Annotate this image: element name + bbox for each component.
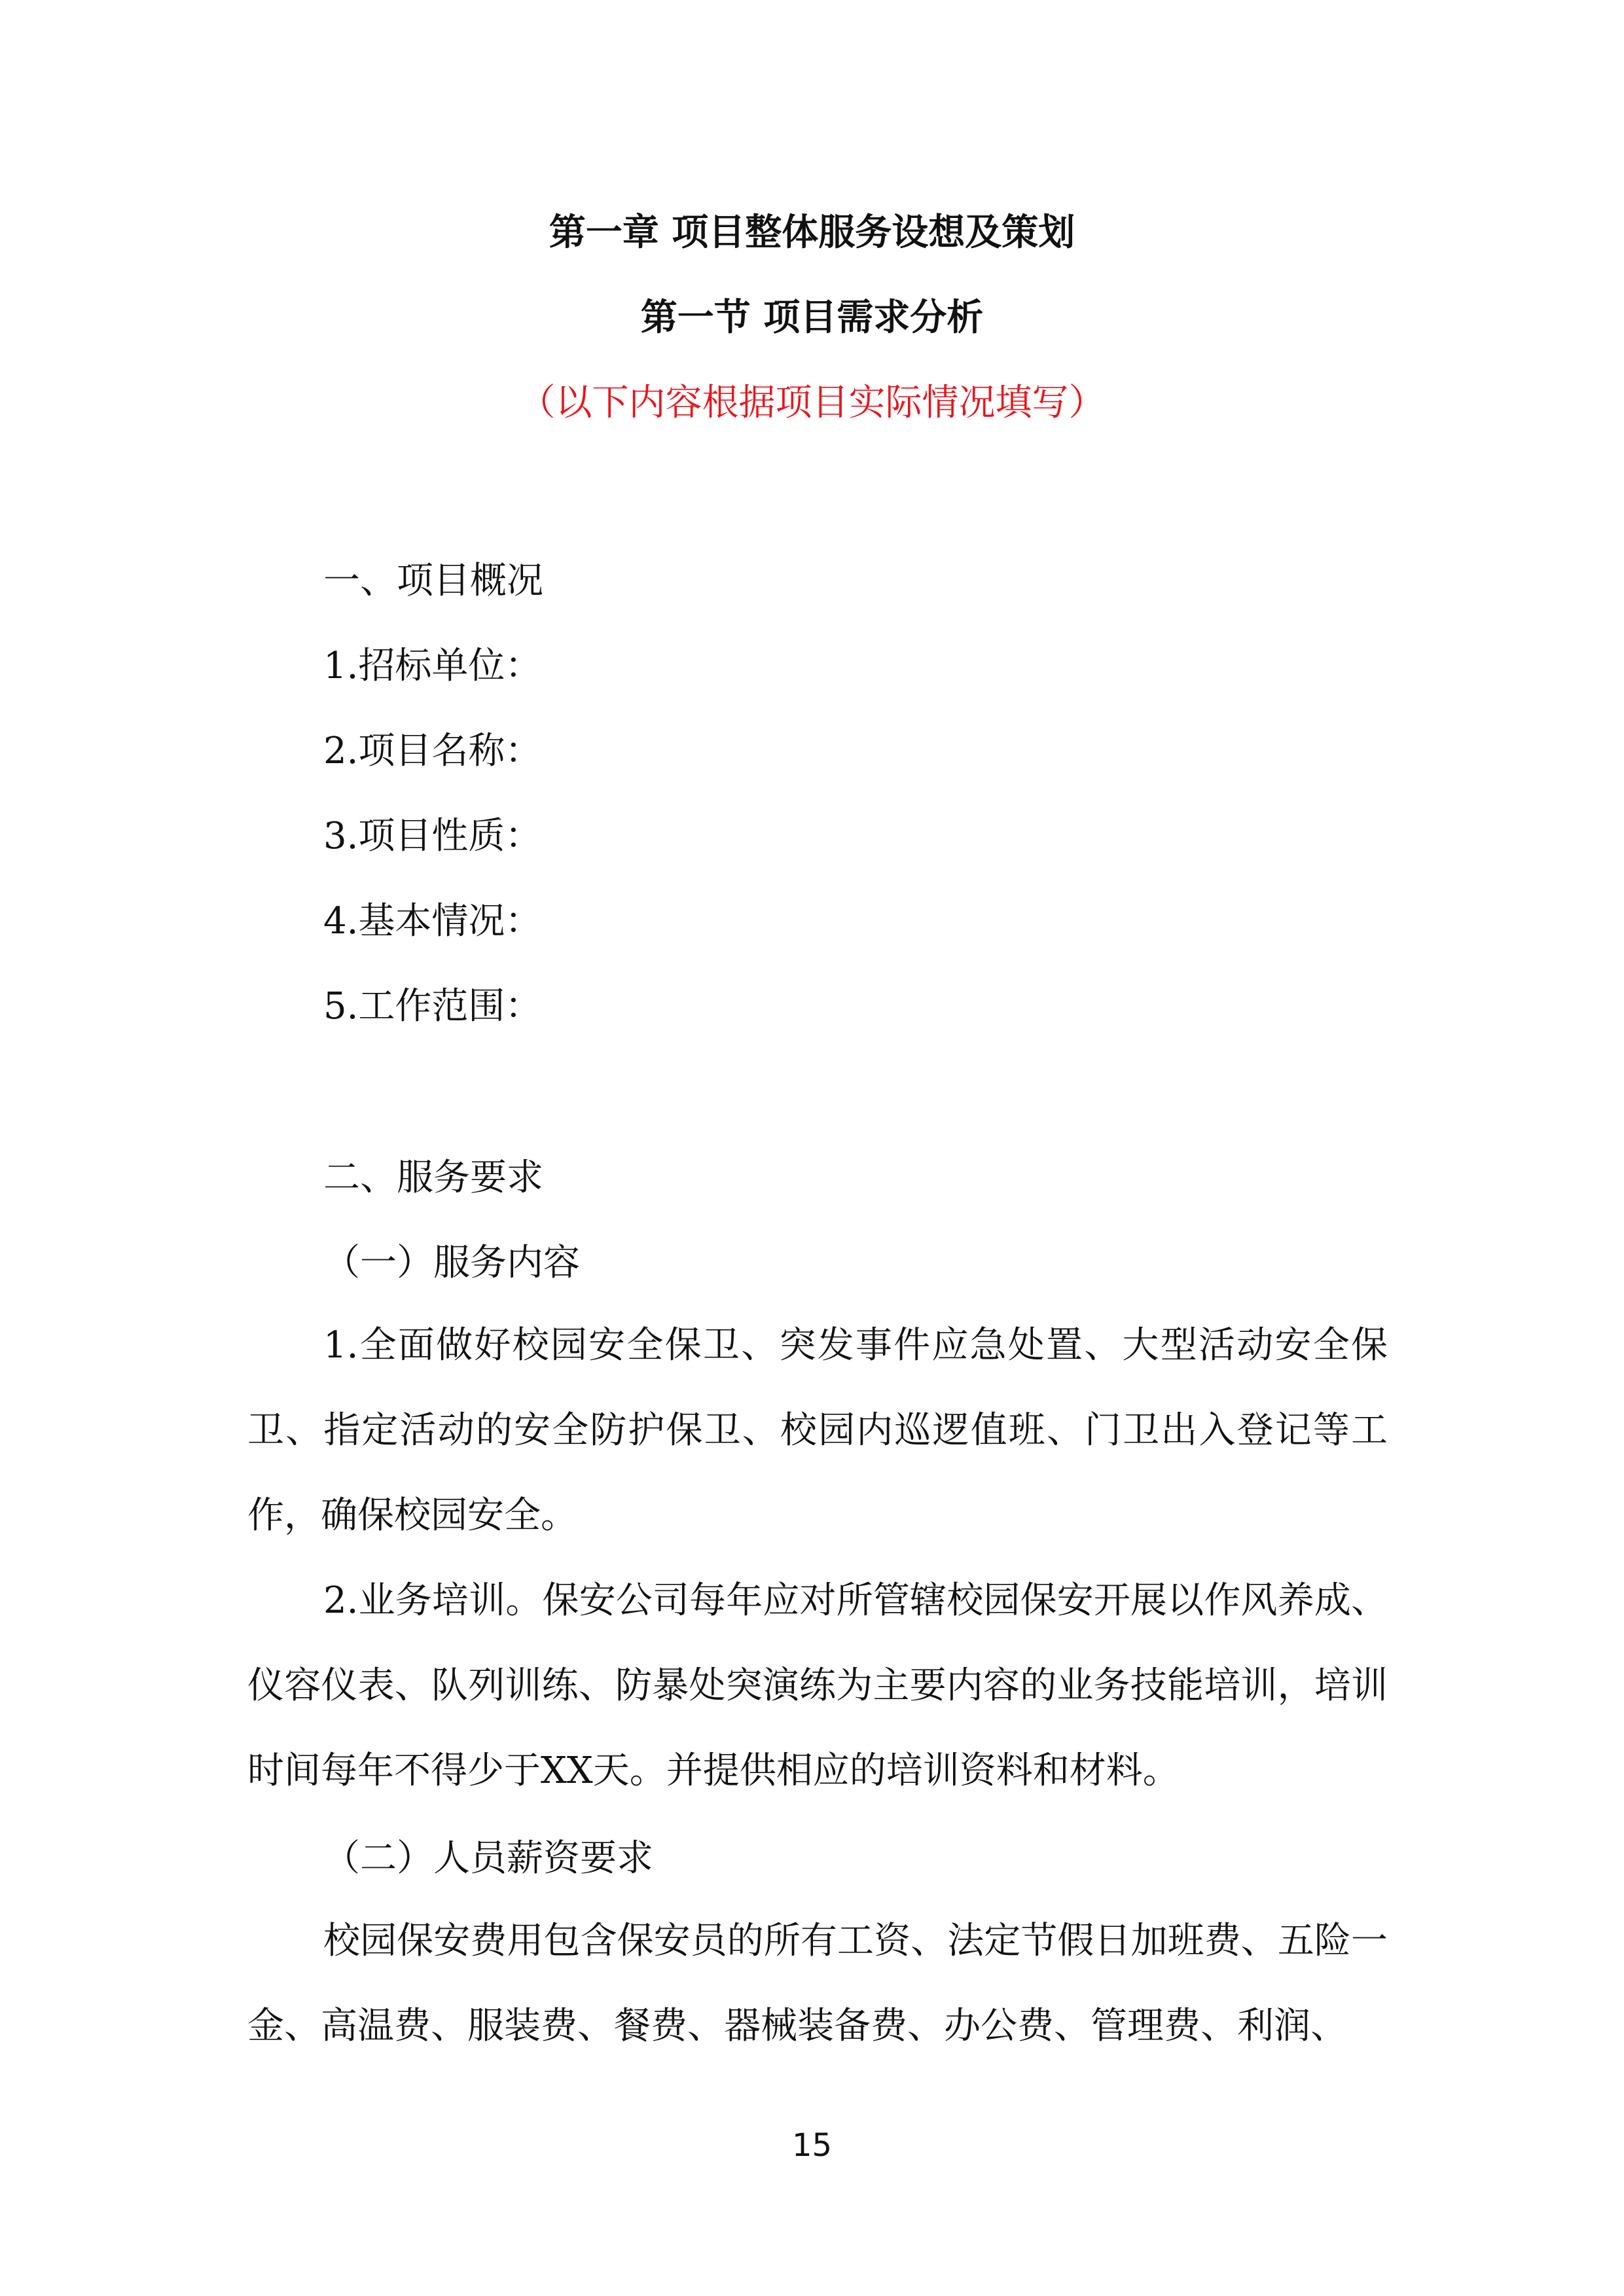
service-content-paragraph-2: 2.业务培训。保安公司每年应对所管辖校园保安开展以作风养成、仪容仪表、队列训练、防暴处突演练为主要内容的业务技能培训，培训时间每年不得少于XX天。并提供相应的培训资料和材料。 [247, 1579, 1388, 1792]
overview-item-project-nature: 3.项目性质： [323, 815, 542, 857]
overview-item-basic-info: 4.基本情况： [323, 900, 542, 942]
service-content-heading: （一）服务内容 [323, 1242, 580, 1284]
section-title: 第一节 项目需求分析 [640, 296, 984, 339]
fill-instruction-note: （以下内容根据项目实际情况填写） [518, 382, 1106, 424]
salary-requirements-paragraph: 校园保安费用包含保安员的所有工资、法定节假日加班费、五险一金、高温费、服装费、餐费、器械装备费、办公费、管理费、利润、 [247, 1920, 1388, 2047]
chapter-title: 第一章 项目整体服务设想及策划 [549, 211, 1075, 254]
overview-item-bidder: 1.招标单位： [323, 645, 542, 687]
service-content-paragraph-1: 1.全面做好校园安全保卫、突发事件应急处置、大型活动安全保卫、指定活动的安全防护保卫、校园内巡逻值班、门卫出入登记等工作，确保校园安全。 [247, 1324, 1388, 1537]
overview-item-project-name: 2.项目名称： [323, 730, 542, 772]
part2-heading: 二、服务要求 [323, 1157, 543, 1199]
page-number: 15 [791, 2127, 833, 2164]
overview-item-scope: 5.工作范围： [323, 985, 542, 1028]
salary-requirements-heading: （二）人员薪资要求 [323, 1837, 653, 1880]
part1-heading: 一、项目概况 [323, 560, 543, 602]
